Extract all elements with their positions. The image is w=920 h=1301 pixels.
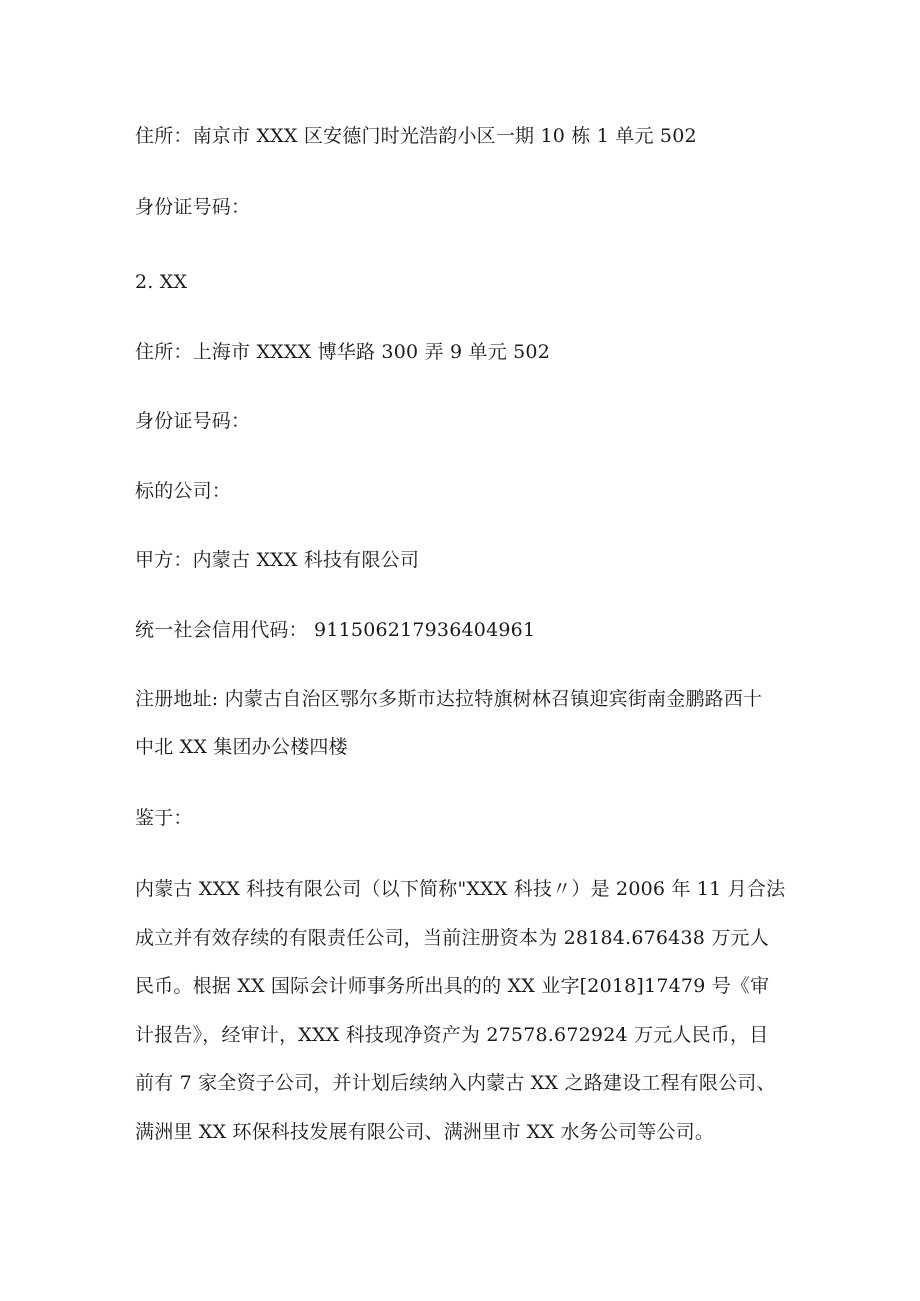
- paragraph-line: 成立并有效存续的有限责任公司，当前注册资本为 28184.676438 万元人: [135, 926, 769, 949]
- party-a-line: 甲方：内蒙古 XXX 科技有限公司: [135, 549, 420, 571]
- id-number-line-1: 身份证号码：: [135, 196, 251, 218]
- paragraph-line: 满洲里 XX 环保科技发展有限公司、满洲里市 XX 水务公司等公司。: [135, 1120, 715, 1143]
- residence-line-2: 住所：上海市 XXXX 博华路 300 弄 9 单元 502: [135, 341, 551, 363]
- paragraph-line: 前有 7 家全资子公司，并计划后续纳入内蒙古 XX 之路建设工程有限公司、: [135, 1072, 776, 1094]
- party-2-heading: 2. XX: [135, 271, 188, 293]
- registered-address-line: 注册地址: 内蒙古自治区鄂尔多斯市达拉特旗树林召镇迎宾街南金鹏路西十: [135, 688, 763, 710]
- target-company-label: 标的公司：: [135, 480, 232, 502]
- credit-code-line: 统一社会信用代码： 911506217936404961: [135, 619, 536, 641]
- whereas-label: 鉴于：: [135, 807, 193, 829]
- paragraph-line: 内蒙古 XXX 科技有限公司（以下简称"XXX 科技〃）是 2006 年 11 月合法: [135, 878, 786, 900]
- registered-address: [135, 687, 795, 783]
- paragraph-line: 计报告》，经审计，XXX 科技现净资产为 27578.672924 万元人民币，目: [135, 1023, 769, 1046]
- paragraph-line: 民币。根据 XX 国际会计师事务所出具的的 XX 业字[2018]17479 号《审: [135, 975, 770, 997]
- residence-line-1: 住所：南京市 XXX 区安德门时光浩韵小区一期 10 栋 1 单元 502: [135, 125, 697, 147]
- registered-address-line: 中北 XX 集团办公楼四楼: [135, 736, 348, 758]
- whereas-paragraph: [135, 877, 795, 1168]
- id-number-line-2: 身份证号码：: [135, 410, 251, 432]
